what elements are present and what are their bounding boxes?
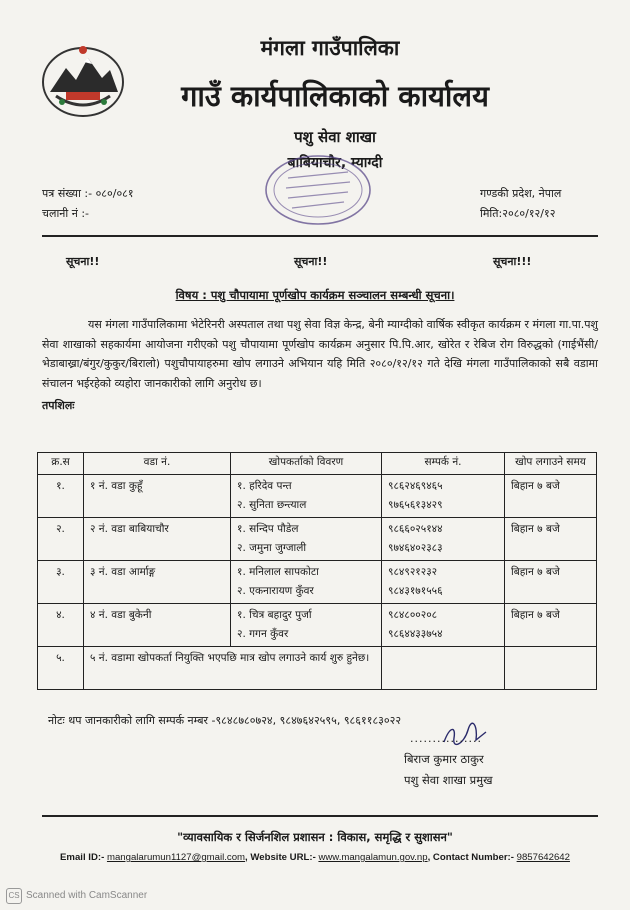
scanner-text: Scanned with CamScanner [26,890,148,901]
row-vaccinators [231,604,382,647]
row-vaccinators [231,518,382,561]
contact-number: ९८४९२१२३२ [388,566,438,578]
contact-number: ९७४६४०२३८३ [388,542,443,554]
footer-divider [42,815,598,817]
row-time: बिहान ७ बजे [505,518,597,561]
table-row [38,647,597,690]
footer-slogan: "व्यावसायिक र सिर्जनशिल प्रशासन : विकास, समृद्धि र सुशासन" [177,830,453,844]
col-header-contact: सम्पर्क नं. [382,453,505,475]
row-time: बिहान ७ बजे [505,561,597,604]
row-contacts [382,518,505,561]
contact-number: ९८४३१७१५५६ [388,585,443,597]
scanner-watermark [6,888,147,904]
row-contacts-empty [382,647,505,690]
row-ward: ३ नं. वडा आर्माङ्ग [84,561,231,604]
notice-right: सूचना!!! [493,255,532,268]
office-stamp [258,150,378,230]
col-header-sn: क्र.स [38,453,84,475]
row-sn: ४. [38,604,84,647]
letter-date: मिति:२०८०/१२/१२ [480,207,556,220]
row-vaccinators [231,561,382,604]
row-time: बिहान ७ बजे [505,475,597,518]
notice-center: सूचना!! [294,255,328,268]
notice-left: सूचना!! [66,255,100,268]
subject-line [0,288,630,303]
vaccinator-name: १. सन्दिप पौडेल [237,523,299,535]
table-row [38,518,597,561]
contact-number: ९८६४४३३७५४ [388,628,443,640]
row-contacts [382,475,505,518]
branch-location: बाबियाचौर, म्याग्दी [287,155,383,171]
signer-name: बिराज कुमार ठाकुर [404,752,484,766]
row-sn: ३. [38,561,84,604]
table-header-row [38,453,597,475]
vaccinator-name: १. चित्र बहादुर पुर्जा [237,609,312,621]
contact-number: 9857642642 [516,852,570,863]
notice-body: यस मंगला गाउँपालिकामा भेटेरिनरी अस्पताल तथा पशु सेवा विज्ञ केन्द्र, बेनी म्याग्दीको वार्षिक स्वीकृत कार्यक्रम र मंगला गा.पा.पशु सेवा शाखाको सहकार्यमा आयोजना गरीएको पशु चौपायामा पूर्णखोप कार्यक्रम अनुसार पि.पि.आर, खोरेत र रेबिज रोग विरुद्धको (गाईभैंसी/भेडाबाख्रा/बंगुर/कुकुर/बिरालो) पशुचौपायाहरुमा खोप लगाउने अभियान यहि मिति २०८०/१२/१२ गते देखि मंगला गाउँपालिकाको सबै वडामा संचालन भईरहेको व्यहोरा जानकारीको लागि अनुरोध छ। [42,318,598,390]
row-sn: २. [38,518,84,561]
table-row [38,604,597,647]
vaccinator-name: २. सुनिता छन्त्याल [237,499,307,511]
row-time-empty [505,647,597,690]
website-label: , Website URL:- [245,852,316,863]
contact-number: ९८४८००२०८ [388,609,438,621]
row-contacts [382,604,505,647]
row-ward: २ नं. वडा बाबियाचौर [84,518,231,561]
row-ward: ४ नं. वडा बुकेनी [84,604,231,647]
office-title: गाउँ कार्यपालिकाको कार्यालय [181,79,489,113]
vaccinator-name: १. मनिलाल सापकोटा [237,566,319,578]
camscanner-logo-icon: CS [6,888,22,904]
vaccinator-name: १. हरिदेव पन्त [237,480,292,492]
row-time: बिहान ७ बजे [505,604,597,647]
subject-text: विषय : पशु चौपायामा पूर्णखोप कार्यक्रम सञ्चालन सम्बन्धी सूचना। [175,288,455,302]
vaccinator-name: २. गगन कुँवर [237,628,289,640]
row-ward: १ नं. वडा कुहूँ [84,475,231,518]
row-contacts [382,561,505,604]
table-row [38,561,597,604]
col-header-time: खोप लगाउने समय [505,453,597,475]
footer-contact-line [0,852,630,863]
table-row [38,475,597,518]
row-sn: १. [38,475,84,518]
branch-name: पशु सेवा शाखा [294,128,376,146]
municipality-name: मंगला गाउँपालिका [260,36,400,60]
row-vaccinators [231,475,382,518]
contact-label: , Contact Number:- [427,852,514,863]
col-header-ward: वडा नं. [84,453,231,475]
contact-number: ९८६२४६९४६५ [388,480,443,492]
letter-number: पत्र संख्या :- ०८०/०८१ [42,187,134,200]
row-sn: ५. [38,647,84,690]
details-label: तपशिलः [42,399,75,412]
row-ward-note: ५ नं. वडामा खोपकर्ता नियुक्ति भएपछि मात्र खोप लगाउने कार्य शुरु हुनेछ। [84,647,382,690]
contact-number: ९८६६०२५१४४ [388,523,443,535]
email-label: Email ID:- [60,852,105,863]
vaccination-schedule-table [37,452,597,690]
vaccinator-name: २. एकनारायण कुँवर [237,585,314,597]
contact-number: ९७६५६१३४२९ [388,499,443,511]
website-link[interactable]: www.mangalamun.gov.np [318,852,428,863]
header-divider [42,235,598,237]
signature-line: ................ [410,732,482,745]
contact-note: नोटः थप जानकारीको लागि सम्पर्क नम्बर -९८४८७८०७२४, ९८४७६४२५९५, ९८६११८३०२२ [48,714,402,727]
vaccinator-name: २. जमुना जुग्जाली [237,542,307,554]
dispatch-number: चलानी नं :- [42,207,90,220]
col-header-vaccinator: खोपकर्ताको विवरण [231,453,382,475]
signer-title: पशु सेवा शाखा प्रमुख [404,773,493,787]
email-link[interactable]: mangalarumun1127@gmail.com [106,852,246,863]
province: गण्डकी प्रदेश, नेपाल [480,187,562,200]
